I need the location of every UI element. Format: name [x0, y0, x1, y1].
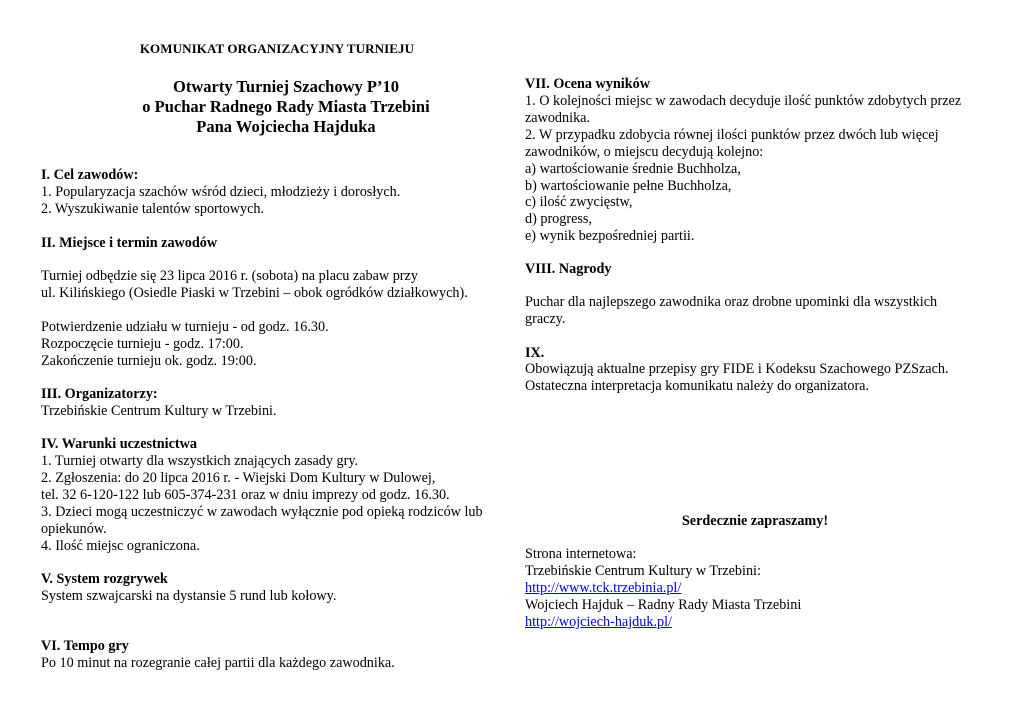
website-label: Strona internetowa: [525, 546, 637, 562]
section-2-line: ul. Kilińskiego (Osiedle Piaski w Trzebini – obok ogródków działkowych). [41, 285, 468, 301]
section-3-heading: III. Organizatorzy: [41, 386, 158, 402]
section-2-line: Rozpoczęcie turnieju - godz. 17:00. [41, 336, 244, 352]
section-5-heading: V. System rozgrywek [41, 571, 168, 587]
section-2-line: Zakończenie turnieju ok. godz. 19:00. [41, 353, 257, 369]
invitation-text: Serdecznie zapraszamy! [681, 513, 829, 529]
section-8-line: graczy. [525, 311, 566, 327]
document-label: KOMUNIKAT ORGANIZACYJNY TURNIEJU [139, 41, 415, 56]
hajduk-website-link[interactable]: http://wojciech-hajduk.pl/ [525, 614, 672, 630]
section-8-line: Puchar dla najlepszego zawodnika oraz drobne upominki dla wszystkich [525, 294, 938, 310]
section-7-line: 2. W przypadku zdobycia równej ilości punktów przez dwóch lub więcej [525, 127, 939, 143]
section-2-line: Turniej odbędzie się 23 lipca 2016 r. (sobota) na placu zabaw przy [41, 268, 418, 284]
section-4-heading: IV. Warunki uczestnictwa [41, 436, 197, 452]
section-7-line: d) progress, [525, 211, 592, 227]
section-4-line: 4. Ilość miejsc ograniczona. [41, 538, 200, 554]
title-line-3: Pana Wojciecha Hajduka [196, 117, 376, 136]
section-4-line: opiekunów. [41, 521, 107, 537]
organizer-name: Trzebińskie Centrum Kultury w Trzebini: [525, 563, 761, 579]
title-line-2: o Puchar Radnego Rady Miasta Trzebini [142, 97, 430, 116]
section-7-line: zawodników, o miejscu decydują kolejno: [525, 144, 764, 160]
councillor-name: Wojciech Hajduk – Radny Rady Miasta Trzebini [525, 597, 802, 613]
section-7-line: a) wartościowanie średnie Buchholza, [525, 161, 741, 177]
section-7-line: 1. O kolejności miejsc w zawodach decyduje ilość punktów zdobytych przez [525, 93, 962, 109]
section-7-line: zawodnika. [525, 110, 591, 126]
section-5-line: System szwajcarski na dystansie 5 rund lub kołowy. [41, 588, 337, 604]
section-9-line: Ostateczna interpretacja komunikatu należy do organizatora. [525, 378, 870, 394]
section-3-line: Trzebińskie Centrum Kultury w Trzebini. [41, 403, 277, 419]
section-1-heading: I. Cel zawodów: [41, 167, 139, 183]
title-line-1: Otwarty Turniej Szachowy P’10 [173, 77, 399, 96]
section-7-heading: VII. Ocena wyników [525, 76, 650, 92]
section-9-line: Obowiązują aktualne przepisy gry FIDE i Kodeksu Szachowego PZSzach. [525, 361, 949, 377]
section-7-line: e) wynik bezpośredniej partii. [525, 228, 695, 244]
section-1-line: 2. Wyszukiwanie talentów sportowych. [41, 201, 265, 217]
section-1-line: 1. Popularyzacja szachów wśród dzieci, młodzieży i dorosłych. [41, 184, 401, 200]
section-4-line: 2. Zgłoszenia: do 20 lipca 2016 r. - Wiejski Dom Kultury w Dulowej, [41, 470, 436, 486]
section-6-line: Po 10 minut na rozegranie całej partii dla każdego zawodnika. [41, 655, 395, 671]
section-4-line: tel. 32 6-120-122 lub 605-374-231 oraz w dniu imprezy od godz. 16.30. [41, 487, 450, 503]
tck-website-link[interactable]: http://www.tck.trzebinia.pl/ [525, 580, 682, 596]
section-9-heading: IX. [525, 345, 545, 361]
section-6-heading: VI. Tempo gry [41, 638, 129, 654]
section-4-line: 3. Dzieci mogą uczestniczyć w zawodach wyłącznie pod opieką rodziców lub [41, 504, 483, 520]
section-8-heading: VIII. Nagrody [525, 261, 612, 277]
section-2-heading: II. Miejsce i termin zawodów [41, 235, 218, 251]
section-7-line: c) ilość zwycięstw, [525, 194, 633, 210]
section-4-line: 1. Turniej otwarty dla wszystkich znających zasady gry. [41, 453, 359, 469]
section-2-line: Potwierdzenie udziału w turnieju - od godz. 16.30. [41, 319, 329, 335]
section-7-line: b) wartościowanie pełne Buchholza, [525, 178, 732, 194]
